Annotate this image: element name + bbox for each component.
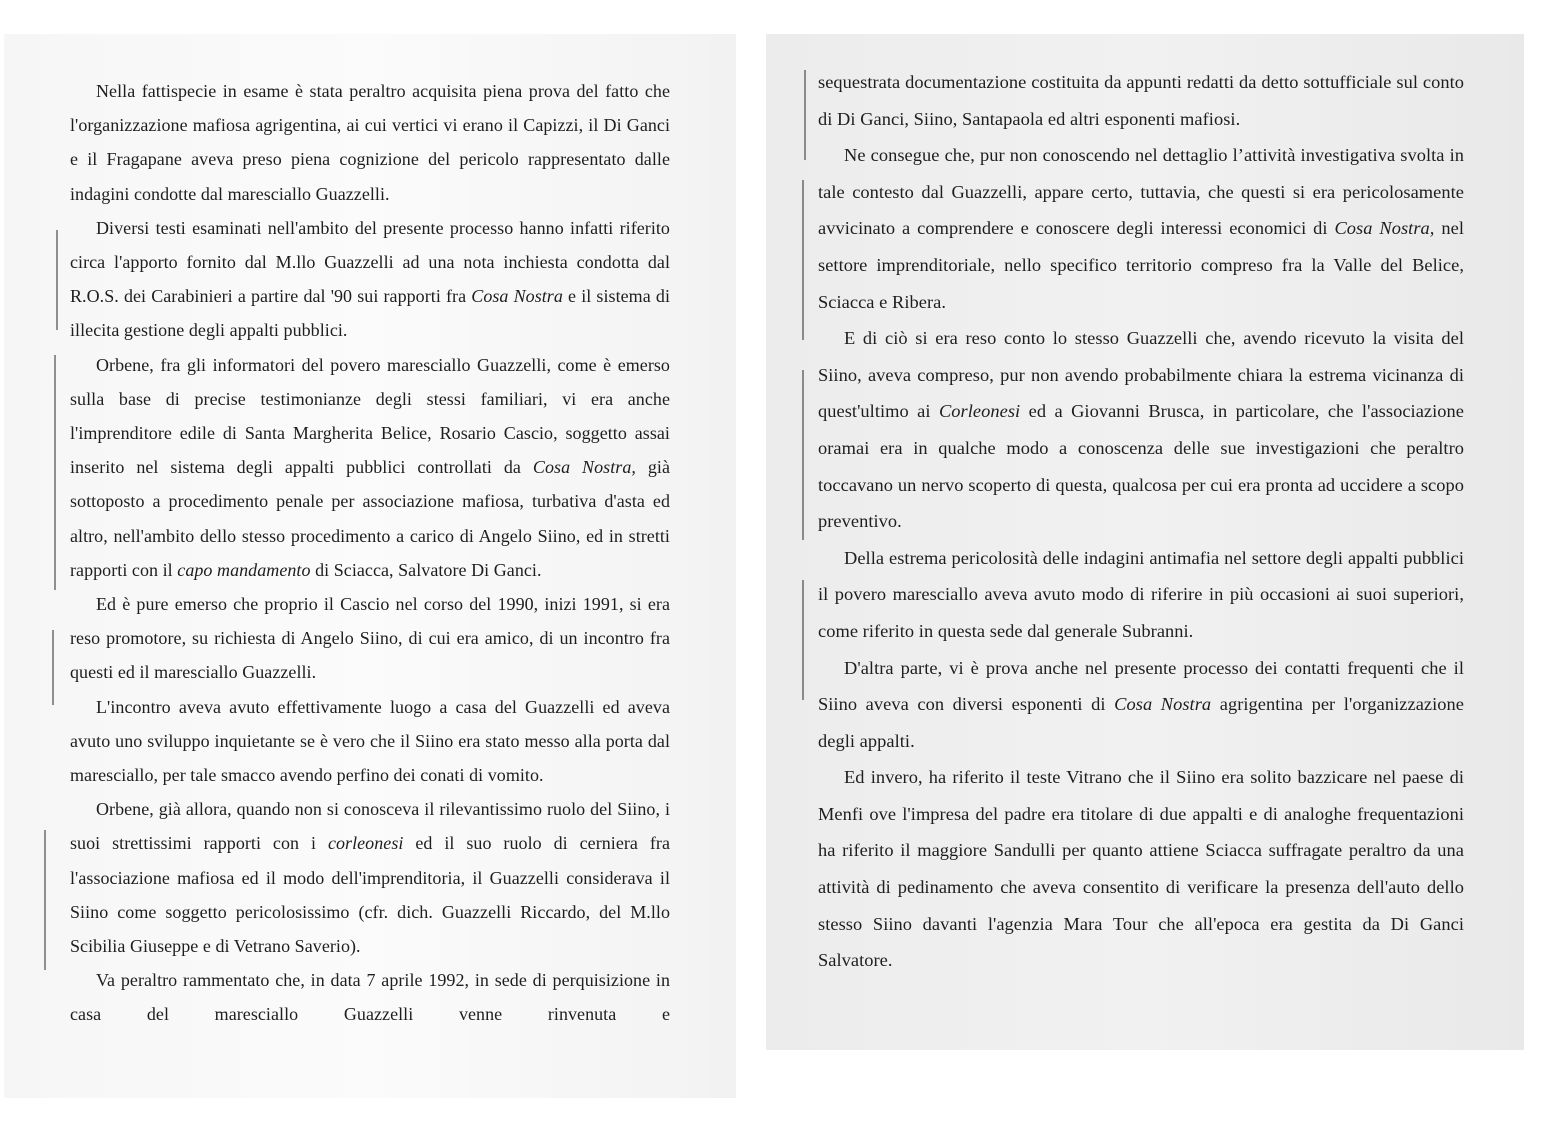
text-run: Orbene, fra gli informatori del povero maresciallo Guazzelli, come è emerso sulla base di precise testimonianze degli stessi familiari, vi era anche l'imprenditore edile di Santa Margherita Belice, Rosario Cascio, soggetto assai inserito nel sistema degli appalti pubblici controllati da bbox=[70, 354, 670, 478]
italic-text: Cosa Nostra, bbox=[532, 457, 636, 478]
paragraph bbox=[70, 74, 670, 211]
text-run: Ne consegue che, pur non conoscendo nel dettaglio l’attività investigativa svolta in tale contesto dal Guazzelli, appare certo, tuttavia, che questi si era pericolosamente avvicinato a comprendere e conoscere degli interessi economici di bbox=[818, 145, 1464, 239]
italic-text: Cosa Nostra bbox=[471, 286, 563, 307]
text-run: L'incontro aveva avuto effettivamente luogo a casa del Guazzelli ed aveva avuto uno sviluppo inquietante se è vero che il Siino era stato messo alla porta dal maresciallo, per tale smacco avendo perfino dei conati di vomito. bbox=[70, 696, 670, 786]
italic-text: Corleonesi bbox=[938, 401, 1021, 422]
right-page-text bbox=[818, 64, 1464, 979]
text-run: Ed è pure emerso che proprio il Cascio nel corso del 1990, inizi 1991, si era reso promotore, su richiesta di Angelo Siino, di cui era amico, di un incontro fra questi ed il maresciallo Guazzelli. bbox=[70, 594, 670, 683]
paragraph bbox=[818, 650, 1464, 760]
margin-mark bbox=[44, 830, 46, 970]
paragraph bbox=[818, 320, 1464, 540]
text-run: già sottoposto a procedimento penale per associazione mafiosa, turbativa d'asta ed altro, nell'ambito dello stesso procedimento a carico di Angelo Siino, ed in stretti rapporti con il bbox=[70, 457, 670, 580]
text-run: Nella fattispecie in esame è stata peraltro acquisita piena prova del fatto che l'organizzazione mafiosa agrigentina, ai cui vertici vi erano il Capizzi, il Di Ganci e il Fragapane aveva preso piena cognizione del pericolo rappresentato dalle indagini condotte dal maresciallo Guazzelli. bbox=[70, 81, 670, 204]
paragraph bbox=[818, 64, 1464, 137]
text-run: Orbene, già allora, quando non si conosceva il rilevantissimo ruolo del Siino, i suoi strettissimi rapporti con i bbox=[70, 799, 670, 854]
paragraph bbox=[70, 348, 670, 587]
text-run: Della estrema pericolosità delle indagini antimafia nel settore degli appalti pubblici il povero maresciallo aveva avuto modo di riferire in più occasioni ai suoi superiori, come riferito in questa sede dal generale Subranni. bbox=[818, 547, 1464, 641]
paragraph bbox=[818, 540, 1464, 650]
margin-mark bbox=[802, 370, 804, 540]
paragraph bbox=[818, 759, 1464, 979]
left-page-text bbox=[70, 74, 670, 1032]
text-run: agrigentina per l'organizzazione degli appalti. bbox=[818, 694, 1464, 751]
text-run: di Sciacca, Salvatore Di Ganci. bbox=[310, 559, 542, 580]
italic-text: Cosa Nostra bbox=[1114, 694, 1212, 715]
margin-mark bbox=[54, 355, 56, 590]
margin-mark bbox=[802, 580, 804, 700]
left-page bbox=[4, 34, 736, 1098]
margin-mark bbox=[56, 230, 58, 330]
paragraph bbox=[70, 963, 670, 1031]
italic-text: capo mandamento bbox=[177, 559, 311, 580]
text-run: nel settore imprenditoriale, nello specifico territorio compreso fra la Valle del Belice, Sciacca e Ribera. bbox=[818, 218, 1464, 312]
margin-mark bbox=[52, 630, 54, 705]
italic-text: corleonesi bbox=[327, 833, 404, 854]
italic-text: Cosa Nostra, bbox=[1334, 218, 1435, 239]
paragraph bbox=[70, 211, 670, 348]
paragraph bbox=[70, 690, 670, 793]
right-page bbox=[766, 34, 1524, 1050]
text-run: e il sistema di illecita gestione degli appalti pubblici. bbox=[70, 286, 670, 341]
margin-mark bbox=[802, 180, 804, 340]
paragraph bbox=[70, 792, 670, 963]
text-run: D'altra parte, vi è prova anche nel presente processo dei contatti frequenti che il Siino aveva con diversi esponenti di bbox=[818, 657, 1464, 715]
margin-mark bbox=[804, 70, 806, 160]
text-run: E di ciò si era reso conto lo stesso Guazzelli che, avendo ricevuto la visita del Siino, aveva compreso, pur non avendo probabilmente chiara la estrema vicinanza di quest'ultimo ai bbox=[818, 328, 1464, 422]
paragraph bbox=[70, 587, 670, 690]
text-run: Ed invero, ha riferito il teste Vitrano che il Siino era solito bazzicare nel paese di Menfi ove l'impresa del padre era titolare di due appalti e di analoghe frequentazioni ha riferito il maggiore Sandulli per quanto attiene Sciacca suffragate peraltro da una attività di pedinamento che aveva consentito di verificare la presenza dell'auto dello stesso Siino davanti l'agenzia Mara Tour che all'epoca era gestita da Di Ganci Salvatore. bbox=[818, 767, 1464, 971]
paragraph bbox=[818, 137, 1464, 320]
text-run: Va peraltro rammentato che, in data 7 aprile 1992, in sede di perquisizione in casa del maresciallo Guazzelli venne rinvenuta e bbox=[70, 970, 670, 1025]
text-run: sequestrata documentazione costituita da appunti redatti da detto sottufficiale sul conto di Di Ganci, Siino, Santapaola ed altri esponenti mafiosi. bbox=[818, 72, 1464, 129]
text-run: ed il suo ruolo di cerniera fra l'associazione mafiosa ed il modo dell'imprenditoria, il Guazzelli considerava il Siino come soggetto pericolosissimo (cfr. dich. Guazzelli Riccardo, del M.llo Scibilia Giuseppe e di Vetrano Saverio). bbox=[70, 833, 670, 957]
text-run: ed a Giovanni Brusca, in particolare, che l'associazione oramai era in qualche modo a conoscenza delle sue investigazioni che peraltro toccavano un nervo scoperto di questa, qualcosa per cui era pronta ad uccidere a scopo preventivo. bbox=[818, 401, 1464, 532]
text-run: Diversi testi esaminati nell'ambito del presente processo hanno infatti riferito circa l'apporto fornito dal M.llo Guazzelli ad una nota inchiesta condotta dal R.O.S. dei Carabinieri a partire dal '90 sui rapporti fra bbox=[70, 217, 670, 307]
